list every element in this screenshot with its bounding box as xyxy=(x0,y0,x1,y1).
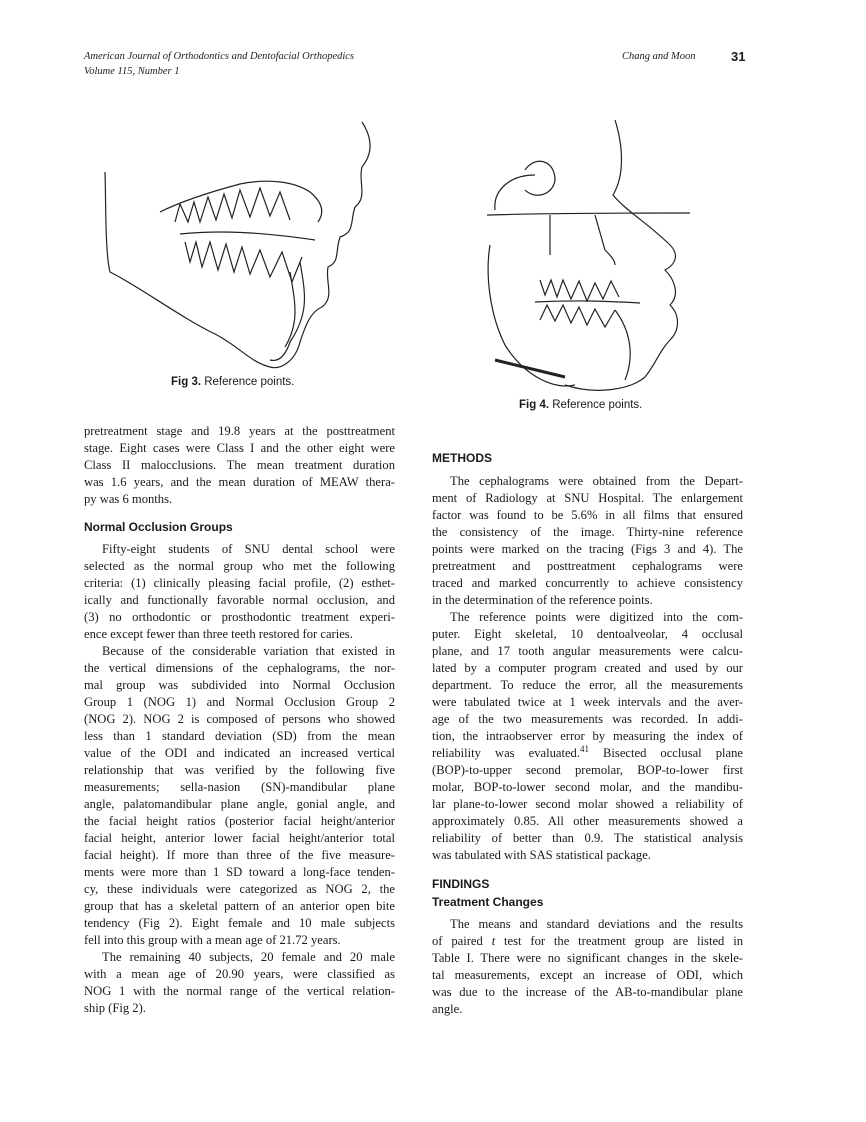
text-line: lated by a computer program created and used by our xyxy=(432,661,743,675)
text-fragment: reliability was evaluated. xyxy=(432,746,580,760)
right-paragraph-2 xyxy=(432,609,743,745)
figure-3-caption-text: Reference points. xyxy=(204,376,295,388)
figure-3-caption xyxy=(171,376,294,388)
text-line: the consistency of the image. Thirty-nine reference xyxy=(432,525,743,539)
figure-3-tracing xyxy=(100,112,385,377)
text-line: with a mean age of 20.90 years, were classified as xyxy=(84,967,395,981)
figure-4-label: Fig 4. xyxy=(519,399,550,411)
text-line: cy, these individuals were categorized as NOG 2, the xyxy=(84,882,395,896)
text-line: (BOP)-to-upper second premolar, BOP-to-lower first xyxy=(432,763,743,777)
figure-4-tracing xyxy=(465,115,705,400)
text-line: in the determination of the reference points. xyxy=(432,593,653,607)
text-line: stage. Eight cases were Class I and the other eight were xyxy=(84,441,395,455)
text-line: the facial height ratios (posterior facial height/anterior xyxy=(84,814,395,828)
text-line: value of the ODI and indicated an increased vertical xyxy=(84,746,395,760)
journal-title: American Journal of Orthodontics and Dentofacial Orthopedics xyxy=(84,51,355,62)
text-line: The remaining 40 subjects, 20 female and 20 male xyxy=(102,950,395,964)
text-line: lar plane-to-lower second molar showed a reliability of xyxy=(432,797,743,811)
text-line: (3) no orthodontic or prosthodontic treatment experi- xyxy=(84,610,395,624)
figure-4-caption xyxy=(519,399,642,411)
text-line: puter. Eight skeletal, 10 dentoalveolar, 4 occlusal xyxy=(432,627,743,641)
text-line: measurements; sella-nasion (SN)-mandibular plane xyxy=(84,780,395,794)
subheading-treatment-changes: Treatment Changes xyxy=(432,895,544,909)
text-line: the vertical dimensions of the cephalograms, the nor- xyxy=(84,661,395,675)
left-paragraph-4 xyxy=(84,949,395,1017)
figure-3-label: Fig 3. xyxy=(171,376,202,388)
citation-superscript: 41 xyxy=(580,743,589,754)
text-line: Class II malocclusions. The mean treatment duration xyxy=(84,458,395,472)
text-line: The cephalograms were obtained from the Depart- xyxy=(450,474,743,488)
text-line: reliability of better than 0.9. The statistical analysis xyxy=(432,831,743,845)
text-line: The means and standard deviations and the results xyxy=(450,917,743,931)
text-line: department. To reduce the error, all the measurements xyxy=(432,678,743,692)
text-line: angle. xyxy=(432,1002,463,1016)
text-line: facial height). If more than three of the five measure- xyxy=(84,848,395,862)
text-line: tal measurements, except an increase of ODI, which xyxy=(432,968,743,982)
text-line: points were marked on the tracing (Figs 3 and 4). The xyxy=(432,542,743,556)
text-line: Table I. There were no significant changes in the skele- xyxy=(432,951,743,965)
text-line: ment of Radiology at SNU Hospital. The enlargement xyxy=(432,491,743,505)
text-line: age of the two measurements was recorded. In addi- xyxy=(432,712,743,726)
text-line: ments were more than 1 SD toward a long-face tenden- xyxy=(84,865,395,879)
text-line xyxy=(432,933,743,950)
text-line: criteria: (1) clinically pleasing facial profile, (2) esthet- xyxy=(84,576,395,590)
text-line: were tabulated twice at 1 week intervals and the aver- xyxy=(432,695,743,709)
text-line: fell into this group with a mean age of 21.72 years. xyxy=(84,933,341,947)
text-fragment: test for the treatment group are listed in xyxy=(495,934,743,948)
text-line: pretreatment and posttreatment cephalograms were xyxy=(432,559,743,573)
text-line: relationship that was verified by the following five xyxy=(84,763,395,777)
text-fragment: of paired xyxy=(432,934,492,948)
text-line: py was 6 months. xyxy=(84,492,173,506)
right-paragraph-2-reliability-line xyxy=(432,745,743,762)
section-heading-findings: FINDINGS xyxy=(432,877,490,891)
right-paragraph-1 xyxy=(432,473,743,609)
text-line: Fifty-eight students of SNU dental school were xyxy=(102,542,395,556)
text-line: pretreatment stage and 19.8 years at the posttreatment xyxy=(84,424,395,438)
page-number: 31 xyxy=(731,49,746,64)
text-line: molar, BOP-to-lower second molar, and the mandibu- xyxy=(432,780,743,794)
text-line: Because of the considerable variation that existed in xyxy=(102,644,395,658)
text-line: mal group was subdivided into Normal Occlusion xyxy=(84,678,395,692)
text-line xyxy=(432,745,743,762)
text-line: ence except fewer than three teeth restored for caries. xyxy=(84,627,353,641)
text-line: approximately 0.85. All other measurements showed a xyxy=(432,814,743,828)
italic-t: t xyxy=(491,934,496,948)
text-line: traced and marked concurrently to achieve consistency xyxy=(432,576,743,590)
text-line: was 1.6 years, and the mean duration of MEAW thera- xyxy=(84,475,395,489)
text-line: was tabulated with SAS statistical package. xyxy=(432,848,651,862)
text-line: The reference points were digitized into the com- xyxy=(450,610,743,624)
text-line: group that has a skeletal pattern of an anterior open bite xyxy=(84,899,395,913)
text-line: factor was found to be 5.6% in all films that ensured xyxy=(432,508,743,522)
text-line: ship (Fig 2). xyxy=(84,1001,146,1015)
text-line: ically and functionally favorable normal occlusion, and xyxy=(84,593,395,607)
running-authors: Chang and Moon xyxy=(622,51,696,62)
figure-4-caption-text: Reference points. xyxy=(552,399,643,411)
right-paragraph-3 xyxy=(432,916,743,1018)
left-paragraph-3 xyxy=(84,643,395,949)
section-heading-normal-occlusion: Normal Occlusion Groups xyxy=(84,520,233,534)
text-line: angle, palatomandibular plane angle, gonial angle, and xyxy=(84,797,395,811)
left-paragraph-2 xyxy=(84,541,395,643)
text-line: (NOG 2). NOG 2 is composed of persons who showed xyxy=(84,712,395,726)
text-line: tion, the intraobserver error by measuring the index of xyxy=(432,729,743,743)
text-line: less than 1 standard deviation (SD) from the mean xyxy=(84,729,395,743)
text-line: plane, and 17 tooth angular measurements were calcu- xyxy=(432,644,743,658)
section-heading-methods: METHODS xyxy=(432,451,492,465)
text-line: selected as the normal group who met the following xyxy=(84,559,395,573)
text-line: was due to the increase of the AB-to-mandibular plane xyxy=(432,985,743,999)
text-line: tendency (Fig 2). Eight female and 10 male subjects xyxy=(84,916,395,930)
text-line: NOG 1 with the normal range of the vertical relation- xyxy=(84,984,395,998)
text-fragment: Bisected occlusal plane xyxy=(589,746,743,760)
text-line: facial height, anterior lower facial height/anterior total xyxy=(84,831,395,845)
right-paragraph-2-continued xyxy=(432,762,743,864)
left-paragraph-1 xyxy=(84,423,395,508)
text-line: Group 1 (NOG 1) and Normal Occlusion Group 2 xyxy=(84,695,395,709)
journal-volume: Volume 115, Number 1 xyxy=(84,66,180,77)
